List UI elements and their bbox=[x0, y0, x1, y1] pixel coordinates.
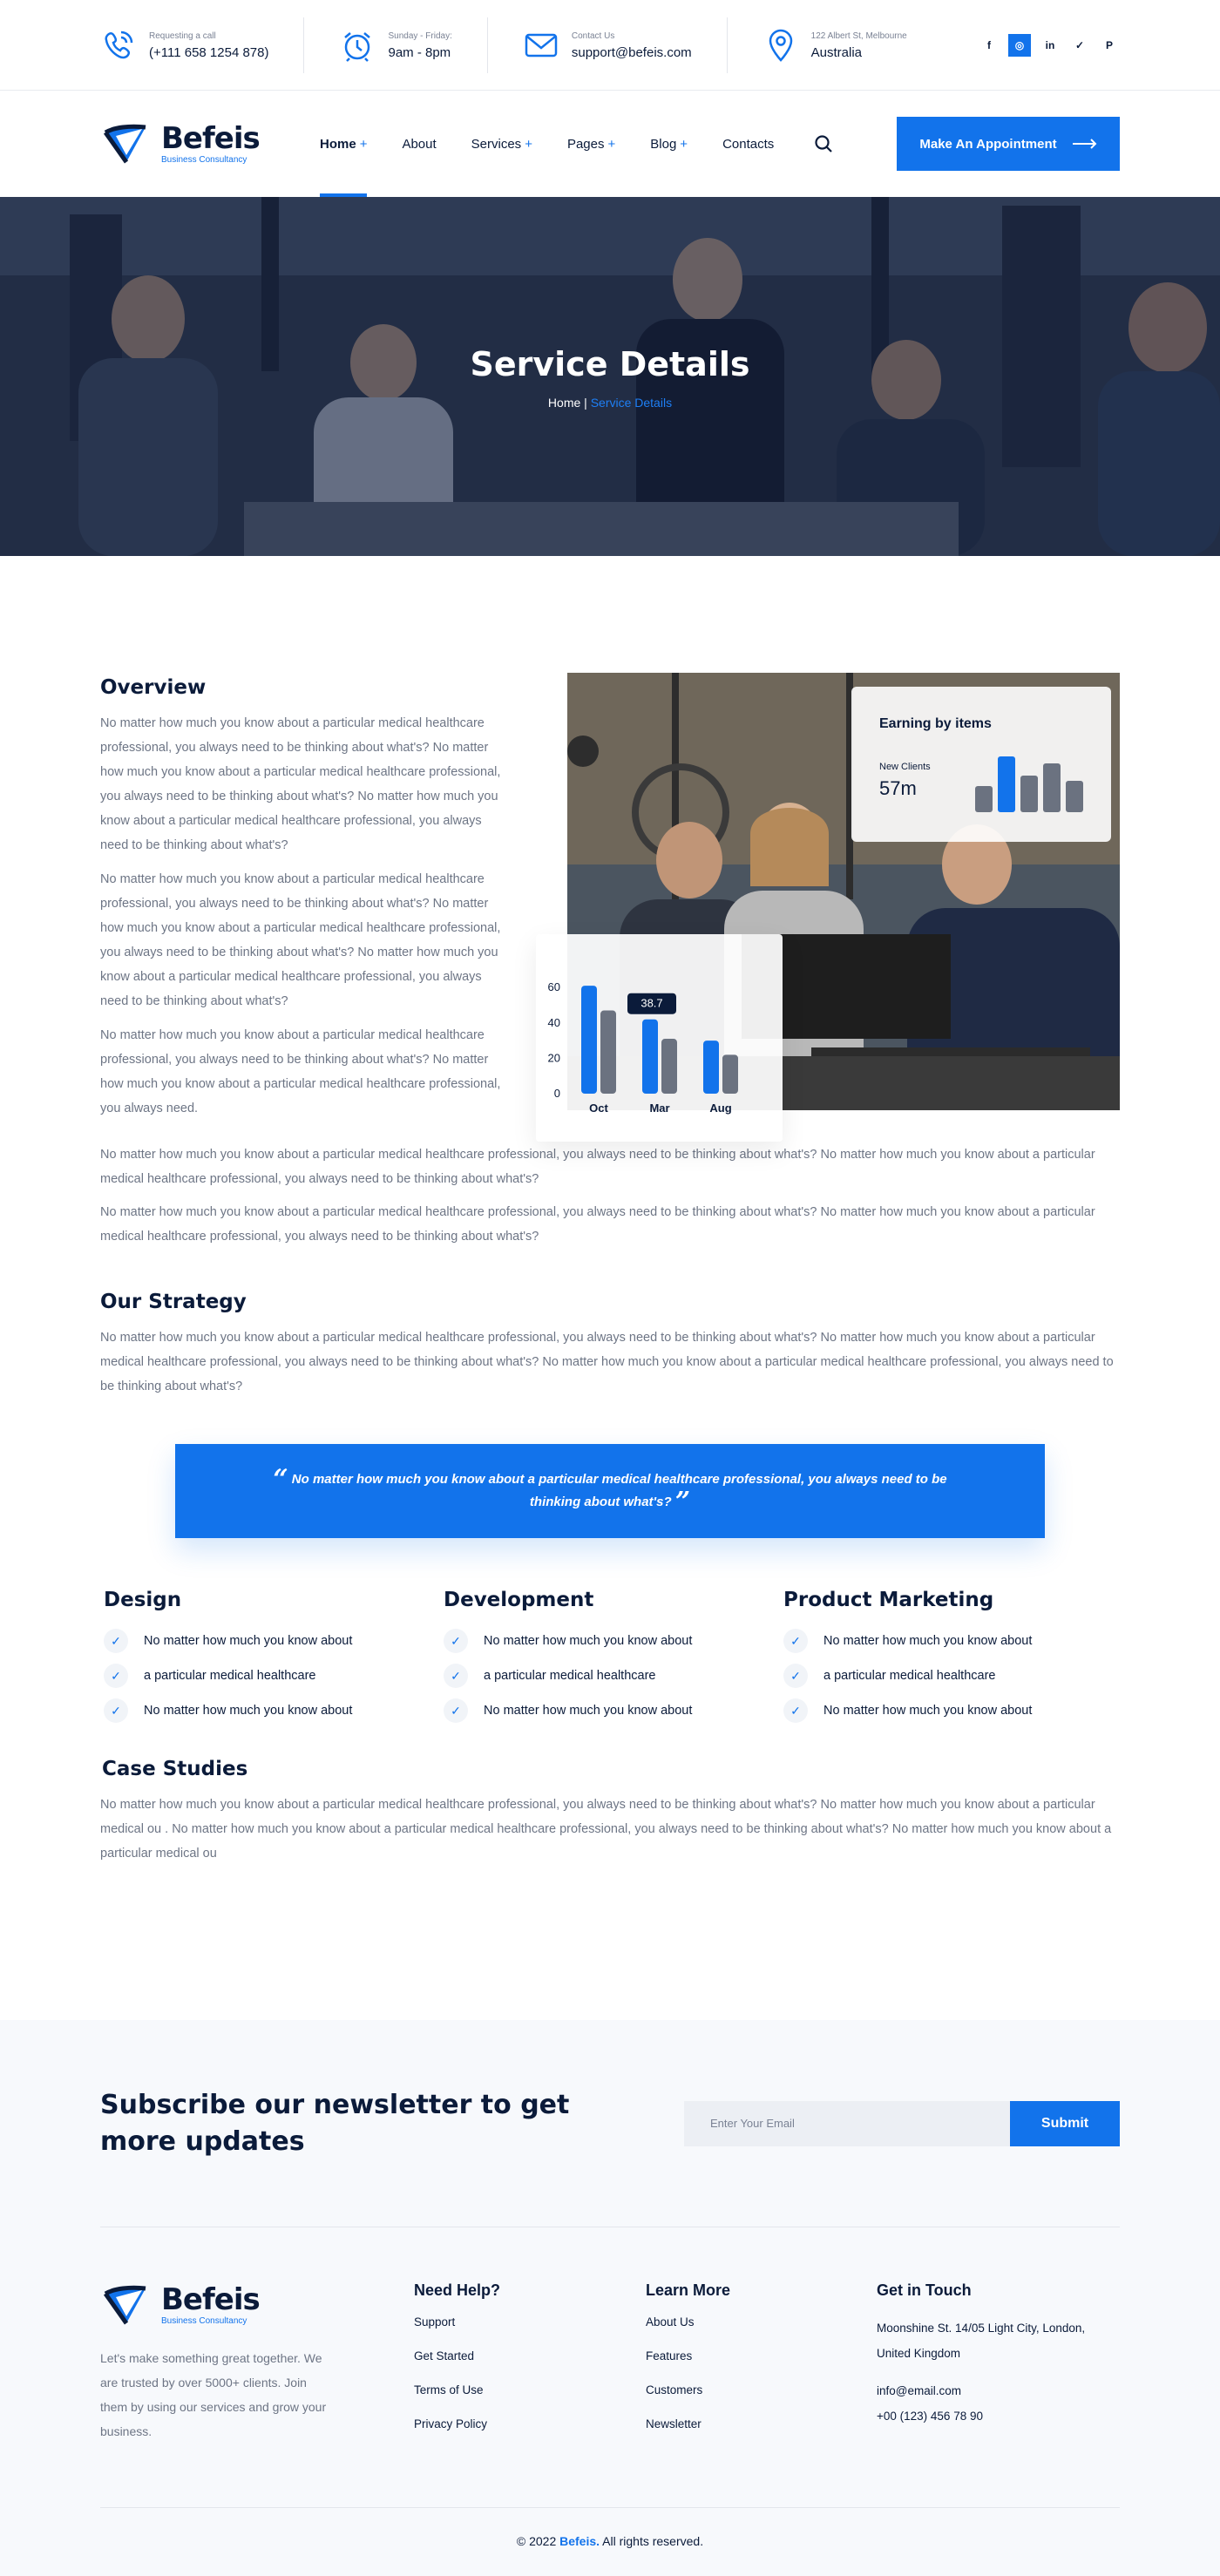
submit-button[interactable]: Submit bbox=[1010, 2101, 1120, 2146]
footer-link-features[interactable]: Features bbox=[646, 2349, 693, 2362]
twitter-icon[interactable]: ✓ bbox=[1074, 39, 1085, 51]
list-item bbox=[444, 1658, 780, 1693]
menu bbox=[320, 91, 833, 197]
menu-home-label: Home bbox=[320, 136, 356, 152]
clock-icon bbox=[339, 27, 376, 64]
main-content bbox=[100, 556, 1120, 1866]
menu-services-label: Services bbox=[471, 136, 522, 152]
menu-item-blog[interactable] bbox=[650, 91, 688, 197]
list-item-text: No matter how much you know about bbox=[144, 1634, 353, 1648]
plus-icon: + bbox=[525, 136, 532, 152]
mail-icon bbox=[523, 27, 559, 64]
logo-name: Befeis bbox=[161, 2281, 260, 2317]
appointment-label: Make An Appointment bbox=[919, 136, 1057, 152]
logo-tagline: Business Consultancy bbox=[161, 2315, 247, 2326]
list-item bbox=[104, 1658, 440, 1693]
arrow-right-icon bbox=[1073, 139, 1097, 149]
menu-item-pages[interactable] bbox=[567, 91, 615, 197]
quote-close-icon: ” bbox=[674, 1487, 691, 1518]
logo-mark-icon bbox=[100, 117, 154, 171]
contact-email: support@befeis.com bbox=[571, 44, 692, 60]
location-icon bbox=[762, 27, 799, 64]
list-item bbox=[104, 1693, 440, 1728]
breadcrumb-separator: | bbox=[580, 396, 591, 410]
tooltip-value: 38.7 bbox=[640, 996, 663, 1010]
newsletter-title: Subscribe our newsletter to get more updates bbox=[100, 2089, 570, 2157]
linkedin-icon[interactable]: in bbox=[1045, 39, 1055, 51]
bar bbox=[722, 1054, 738, 1094]
y-tick-label: 0 bbox=[553, 1087, 560, 1100]
footer-link-get-started[interactable]: Get Started bbox=[414, 2349, 475, 2362]
location-info bbox=[762, 17, 942, 73]
bar bbox=[661, 1039, 677, 1094]
x-tick-label: Oct bbox=[589, 1102, 608, 1115]
check-icon: ✓ bbox=[104, 1629, 128, 1653]
call-label: Requesting a call bbox=[149, 31, 216, 41]
plus-icon: + bbox=[680, 136, 688, 152]
service-columns bbox=[100, 1589, 1120, 1728]
hours-info bbox=[339, 17, 487, 73]
copyright-brand[interactable]: Befeis. bbox=[559, 2534, 600, 2548]
list-item-text: a particular medical healthcare bbox=[144, 1669, 316, 1683]
footer bbox=[0, 2020, 1220, 2576]
social-links bbox=[979, 34, 1120, 57]
x-tick-label: Mar bbox=[649, 1102, 670, 1115]
y-tick-label: 40 bbox=[547, 1015, 560, 1029]
list-item bbox=[444, 1693, 780, 1728]
bar bbox=[581, 986, 597, 1094]
page-hero bbox=[0, 197, 1220, 556]
new-clients-value: 57m bbox=[879, 777, 917, 799]
breadcrumb-home[interactable]: Home bbox=[547, 396, 581, 410]
call-value: (+111 658 1254 878) bbox=[149, 44, 269, 60]
newsletter bbox=[100, 2020, 1120, 2227]
column-title: Development bbox=[444, 1589, 594, 1611]
menu-contacts-label: Contacts bbox=[722, 136, 775, 152]
phone-icon bbox=[100, 27, 137, 64]
check-icon: ✓ bbox=[104, 1664, 128, 1688]
quote-block bbox=[175, 1444, 1045, 1538]
footer-link-terms[interactable]: Terms of Use bbox=[414, 2383, 484, 2396]
x-tick-label: Aug bbox=[709, 1102, 732, 1115]
cases-title: Case Studies bbox=[102, 1758, 248, 1780]
copyright-suffix: All rights reserved. bbox=[600, 2534, 704, 2548]
y-tick-label: 60 bbox=[547, 980, 560, 994]
list-item bbox=[444, 1624, 780, 1658]
copyright bbox=[100, 2508, 1120, 2548]
appointment-button[interactable] bbox=[897, 117, 1120, 171]
footer-link-newsletter[interactable]: Newsletter bbox=[646, 2417, 702, 2430]
bar bbox=[703, 1041, 719, 1094]
column-title: Product Marketing bbox=[783, 1589, 994, 1611]
logo-mark-icon bbox=[100, 2278, 154, 2332]
list-item-text: No matter how much you know about bbox=[824, 1634, 1033, 1648]
check-icon: ✓ bbox=[444, 1629, 468, 1653]
list-item bbox=[783, 1624, 1120, 1658]
service-column-marketing bbox=[780, 1589, 1120, 1728]
overview-title: Overview bbox=[100, 676, 207, 699]
menu-blog-label: Blog bbox=[650, 136, 677, 152]
bar bbox=[642, 1020, 658, 1094]
list-item bbox=[104, 1624, 440, 1658]
footer-link-about[interactable]: About Us bbox=[646, 2315, 695, 2329]
hours-value: 9am - 8pm bbox=[388, 44, 451, 60]
logo[interactable] bbox=[100, 117, 320, 171]
page-title: Service Details bbox=[470, 345, 750, 383]
quote-open-icon: “ bbox=[273, 1464, 288, 1495]
main-nav bbox=[0, 91, 1220, 197]
list-item-text: a particular medical healthcare bbox=[484, 1669, 656, 1683]
list-item-text: a particular medical healthcare bbox=[824, 1669, 996, 1683]
footer-link-support[interactable]: Support bbox=[414, 2315, 456, 2329]
list-item-text: No matter how much you know about bbox=[144, 1704, 353, 1718]
bar-chart-card bbox=[536, 934, 783, 1142]
list-item bbox=[783, 1693, 1120, 1728]
dribbble-icon[interactable]: ◎ bbox=[1008, 34, 1031, 57]
logo-name: Befeis bbox=[161, 120, 260, 156]
bar bbox=[600, 1011, 616, 1094]
list-item bbox=[783, 1658, 1120, 1693]
search-icon[interactable] bbox=[814, 134, 833, 153]
earnings-title: Earning by items bbox=[879, 716, 992, 731]
service-column-development bbox=[440, 1589, 780, 1728]
earnings-card bbox=[851, 687, 1111, 842]
copyright-prefix: © 2022 bbox=[516, 2534, 560, 2548]
quote-text: No matter how much you know about a particular medical healthcare professional, you always need to be thinking about what's? bbox=[291, 1471, 947, 1509]
menu-about-label: About bbox=[402, 136, 437, 152]
overview-paragraph: No matter how much you know about a particular medical healthcare professional, you always need to be thinking about what's? No matter how much you know about a particular medical healthcare professional, you always need to be thinking about what's? bbox=[100, 1205, 1095, 1244]
help-title: Need Help? bbox=[414, 2281, 501, 2299]
contact-info[interactable] bbox=[523, 17, 728, 73]
menu-item-home[interactable] bbox=[320, 91, 367, 197]
breadcrumb-current: Service Details bbox=[590, 396, 673, 410]
check-icon: ✓ bbox=[444, 1698, 468, 1723]
footer-about: Let's make something great together. We are trusted by over 5000+ clients. Join them by using our services and grow your business. bbox=[100, 2351, 327, 2438]
column-title: Design bbox=[104, 1589, 182, 1611]
footer-phone[interactable]: +00 (123) 456 78 90 bbox=[877, 2410, 983, 2423]
location-value: Australia bbox=[810, 44, 863, 60]
menu-item-contacts[interactable] bbox=[722, 91, 774, 197]
touch-title: Get in Touch bbox=[877, 2281, 972, 2299]
list-item-text: No matter how much you know about bbox=[484, 1704, 693, 1718]
overview-paragraph: No matter how much you know about a particular medical healthcare professional, you always need to be thinking about what's? No matter how much you know about a particular medical healthcare professional, you always need to be thinking about what's? bbox=[100, 1148, 1095, 1186]
menu-item-about[interactable] bbox=[402, 91, 436, 197]
footer-address: Moonshine St. 14/05 Light City, London, United Kingdom bbox=[877, 2322, 1086, 2360]
overview-paragraph: No matter how much you know about a particular medical healthcare professional, you always need to be thinking about what's? No matter how much you know about a particular medical healthcare professional, you always need to be thinking about what's? No matter how much you know about a particular medical healthcare professional, you always need to be thinking about what's? bbox=[100, 716, 501, 852]
menu-item-services[interactable] bbox=[471, 91, 532, 197]
list-item-text: No matter how much you know about bbox=[484, 1634, 693, 1648]
list-item-text: No matter how much you know about bbox=[824, 1704, 1033, 1718]
footer-email[interactable]: info@email.com bbox=[877, 2384, 961, 2397]
plus-icon: + bbox=[359, 136, 368, 152]
check-icon: ✓ bbox=[444, 1664, 468, 1688]
new-clients-label: New Clients bbox=[879, 762, 931, 772]
plus-icon: + bbox=[607, 136, 616, 152]
footer-logo[interactable] bbox=[100, 2278, 320, 2332]
check-icon: ✓ bbox=[104, 1698, 128, 1723]
overview-paragraph: No matter how much you know about a particular medical healthcare professional, you always need to be thinking about what's? No matter how much you know about a particular medical healthcare professional, you always need to be thinking about what's? No matter how much you know about a particular medical healthcare professional, you always need to be thinking about what's? bbox=[100, 872, 501, 1008]
check-icon: ✓ bbox=[783, 1629, 808, 1653]
overview-paragraph: No matter how much you know about a particular medical healthcare professional, you always need to be thinking about what's? No matter how much you know about a particular medical healthcare professional, you always need. bbox=[100, 1028, 501, 1115]
hours-label: Sunday - Friday: bbox=[388, 31, 452, 41]
strategy-text: No matter how much you know about a particular medical healthcare professional, you always need to be thinking about what's? No matter how much you know about a particular medical healthcare professional, you always need to be thinking about what's? No matter how much you know about a particular medical healthcare professional, you always need to be thinking about what's? bbox=[100, 1331, 1114, 1393]
mini-bar-chart bbox=[975, 749, 1085, 812]
y-tick-label: 20 bbox=[547, 1051, 560, 1065]
learn-title: Learn More bbox=[646, 2281, 731, 2299]
service-column-design bbox=[100, 1589, 440, 1728]
footer-link-customers[interactable]: Customers bbox=[646, 2383, 703, 2396]
cases-text: No matter how much you know about a particular medical healthcare professional, you always need to be thinking about what's? No matter how much you know about a particular medical ou . No matter how much you know about a particular medical healthcare professional, you always need to be thinking about what's? No matter how much you know about a particular medical ou bbox=[100, 1798, 1112, 1861]
contact-label: Contact Us bbox=[571, 31, 615, 41]
email-input[interactable]: Enter Your Email bbox=[684, 2101, 1010, 2146]
facebook-icon[interactable]: f bbox=[987, 39, 991, 51]
top-bar bbox=[0, 0, 1220, 91]
strategy-title: Our Strategy bbox=[100, 1291, 247, 1313]
footer-link-privacy[interactable]: Privacy Policy bbox=[414, 2417, 488, 2430]
menu-pages-label: Pages bbox=[566, 136, 605, 152]
pinterest-icon[interactable]: P bbox=[1105, 39, 1113, 51]
check-icon: ✓ bbox=[783, 1664, 808, 1688]
breadcrumb bbox=[0, 396, 1220, 410]
call-info[interactable] bbox=[100, 17, 304, 73]
bar-chart bbox=[536, 934, 783, 1142]
location-label: 122 Albert St, Melbourne bbox=[810, 31, 907, 41]
check-icon: ✓ bbox=[783, 1698, 808, 1723]
logo-tagline: Business Consultancy bbox=[161, 154, 247, 165]
